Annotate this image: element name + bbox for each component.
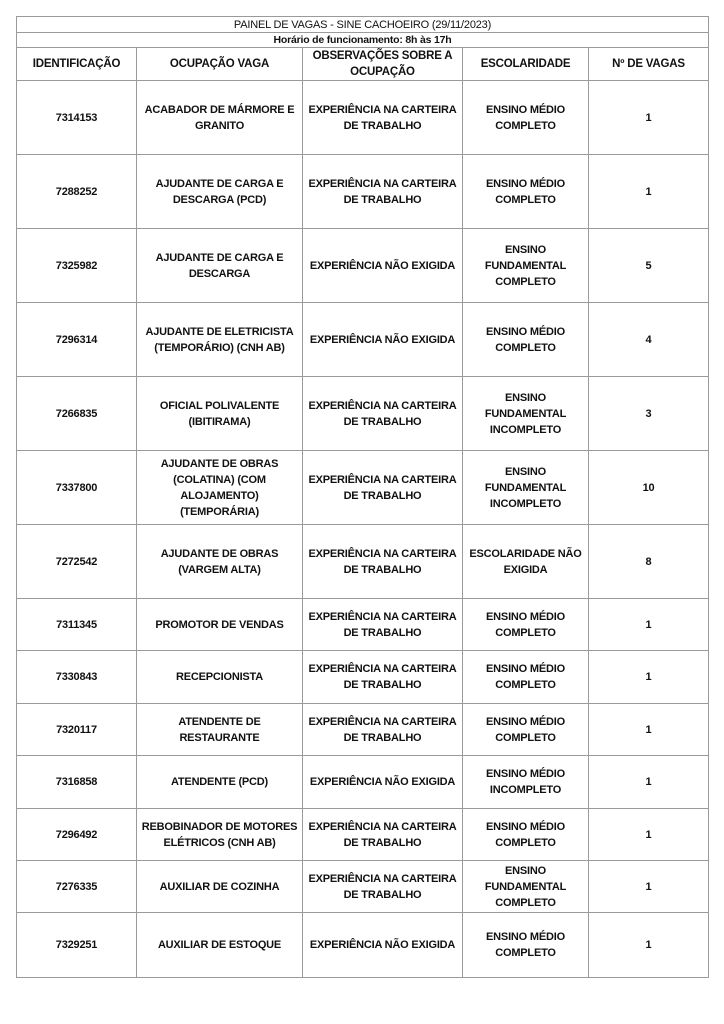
- column-header-vacancies: Nº DE VAGAS: [589, 48, 709, 81]
- cell-vacancies: 5: [589, 229, 709, 303]
- cell-observations: EXPERIÊNCIA NÃO EXIGIDA: [303, 303, 463, 377]
- cell-observations: EXPERIÊNCIA NÃO EXIGIDA: [303, 756, 463, 809]
- title-row: [17, 17, 709, 33]
- cell-observations: EXPERIÊNCIA NÃO EXIGIDA: [303, 913, 463, 978]
- cell-id: 7329251: [17, 913, 137, 978]
- cell-education: ENSINO MÉDIO COMPLETO: [463, 704, 589, 756]
- cell-observations: EXPERIÊNCIA NA CARTEIRA DE TRABALHO: [303, 861, 463, 913]
- table-row: [17, 704, 709, 756]
- table-row: [17, 756, 709, 809]
- cell-vacancies: 1: [589, 756, 709, 809]
- table-row: [17, 913, 709, 978]
- cell-occupation: AUXILIAR DE COZINHA: [137, 861, 303, 913]
- table-row: [17, 861, 709, 913]
- cell-vacancies: 1: [589, 599, 709, 651]
- cell-occupation: REBOBINADOR DE MOTORES ELÉTRICOS (CNH AB): [137, 809, 303, 861]
- cell-occupation: OFICIAL POLIVALENTE (IBITIRAMA): [137, 377, 303, 451]
- cell-vacancies: 4: [589, 303, 709, 377]
- table-row: [17, 155, 709, 229]
- cell-education: ENSINO MÉDIO COMPLETO: [463, 913, 589, 978]
- cell-education: ESCOLARIDADE NÃO EXIGIDA: [463, 525, 589, 599]
- cell-education: ENSINO FUNDAMENTAL INCOMPLETO: [463, 451, 589, 525]
- cell-education: ENSINO MÉDIO COMPLETO: [463, 809, 589, 861]
- cell-observations: EXPERIÊNCIA NA CARTEIRA DE TRABALHO: [303, 525, 463, 599]
- cell-observations: EXPERIÊNCIA NA CARTEIRA DE TRABALHO: [303, 599, 463, 651]
- page-title: PAINEL DE VAGAS - SINE CACHOEIRO (29/11/2023): [17, 17, 709, 33]
- cell-occupation: ATENDENTE (PCD): [137, 756, 303, 809]
- cell-vacancies: 8: [589, 525, 709, 599]
- cell-occupation: RECEPCIONISTA: [137, 651, 303, 704]
- cell-education: ENSINO FUNDAMENTAL COMPLETO: [463, 229, 589, 303]
- cell-occupation: ACABADOR DE MÁRMORE E GRANITO: [137, 81, 303, 155]
- table-row: [17, 651, 709, 704]
- cell-occupation: PROMOTOR DE VENDAS: [137, 599, 303, 651]
- column-header-id: IDENTIFICAÇÃO: [17, 48, 137, 81]
- table-row: [17, 599, 709, 651]
- cell-observations: EXPERIÊNCIA NA CARTEIRA DE TRABALHO: [303, 651, 463, 704]
- cell-occupation: AJUDANTE DE CARGA E DESCARGA (PCD): [137, 155, 303, 229]
- cell-id: 7325982: [17, 229, 137, 303]
- cell-education: ENSINO MÉDIO COMPLETO: [463, 599, 589, 651]
- column-header-education: ESCOLARIDADE: [463, 48, 589, 81]
- cell-education: ENSINO MÉDIO COMPLETO: [463, 155, 589, 229]
- cell-education: ENSINO MÉDIO COMPLETO: [463, 81, 589, 155]
- column-header-observations: OBSERVAÇÕES SOBRE A OCUPAÇÃO: [303, 48, 463, 81]
- cell-vacancies: 3: [589, 377, 709, 451]
- cell-observations: EXPERIÊNCIA NA CARTEIRA DE TRABALHO: [303, 704, 463, 756]
- cell-id: 7314153: [17, 81, 137, 155]
- cell-id: 7337800: [17, 451, 137, 525]
- header-row: [17, 48, 709, 81]
- cell-occupation: AJUDANTE DE ELETRICISTA (TEMPORÁRIO) (CNH AB): [137, 303, 303, 377]
- cell-vacancies: 1: [589, 913, 709, 978]
- cell-id: 7276335: [17, 861, 137, 913]
- cell-vacancies: 1: [589, 651, 709, 704]
- cell-id: 7266835: [17, 377, 137, 451]
- cell-education: ENSINO MÉDIO COMPLETO: [463, 651, 589, 704]
- cell-education: ENSINO FUNDAMENTAL INCOMPLETO: [463, 377, 589, 451]
- cell-observations: EXPERIÊNCIA NA CARTEIRA DE TRABALHO: [303, 377, 463, 451]
- cell-occupation: ATENDENTE DE RESTAURANTE: [137, 704, 303, 756]
- cell-observations: EXPERIÊNCIA NÃO EXIGIDA: [303, 229, 463, 303]
- cell-occupation: AUXILIAR DE ESTOQUE: [137, 913, 303, 978]
- cell-observations: EXPERIÊNCIA NA CARTEIRA DE TRABALHO: [303, 155, 463, 229]
- cell-vacancies: 1: [589, 704, 709, 756]
- cell-education: ENSINO MÉDIO COMPLETO: [463, 303, 589, 377]
- vacancies-table: [16, 16, 709, 978]
- table-row: [17, 451, 709, 525]
- table-row: [17, 229, 709, 303]
- cell-education: ENSINO MÉDIO INCOMPLETO: [463, 756, 589, 809]
- cell-observations: EXPERIÊNCIA NA CARTEIRA DE TRABALHO: [303, 81, 463, 155]
- cell-occupation: AJUDANTE DE OBRAS (VARGEM ALTA): [137, 525, 303, 599]
- column-header-occupation: OCUPAÇÃO VAGA: [137, 48, 303, 81]
- hours-row: [17, 33, 709, 48]
- table-row: [17, 809, 709, 861]
- cell-id: 7296314: [17, 303, 137, 377]
- cell-vacancies: 1: [589, 81, 709, 155]
- cell-id: 7330843: [17, 651, 137, 704]
- cell-id: 7288252: [17, 155, 137, 229]
- cell-id: 7320117: [17, 704, 137, 756]
- cell-education: ENSINO FUNDAMENTAL COMPLETO: [463, 861, 589, 913]
- cell-observations: EXPERIÊNCIA NA CARTEIRA DE TRABALHO: [303, 451, 463, 525]
- cell-id: 7296492: [17, 809, 137, 861]
- cell-id: 7272542: [17, 525, 137, 599]
- cell-vacancies: 1: [589, 155, 709, 229]
- table-row: [17, 303, 709, 377]
- cell-vacancies: 1: [589, 809, 709, 861]
- cell-id: 7316858: [17, 756, 137, 809]
- cell-occupation: AJUDANTE DE CARGA E DESCARGA: [137, 229, 303, 303]
- table-row: [17, 81, 709, 155]
- cell-observations: EXPERIÊNCIA NA CARTEIRA DE TRABALHO: [303, 809, 463, 861]
- cell-occupation: AJUDANTE DE OBRAS (COLATINA) (COM ALOJAMENTO) (TEMPORÁRIA): [137, 451, 303, 525]
- cell-id: 7311345: [17, 599, 137, 651]
- table-row: [17, 377, 709, 451]
- opening-hours: Horário de funcionamento: 8h às 17h: [17, 33, 709, 48]
- cell-vacancies: 10: [589, 451, 709, 525]
- cell-vacancies: 1: [589, 861, 709, 913]
- table-row: [17, 525, 709, 599]
